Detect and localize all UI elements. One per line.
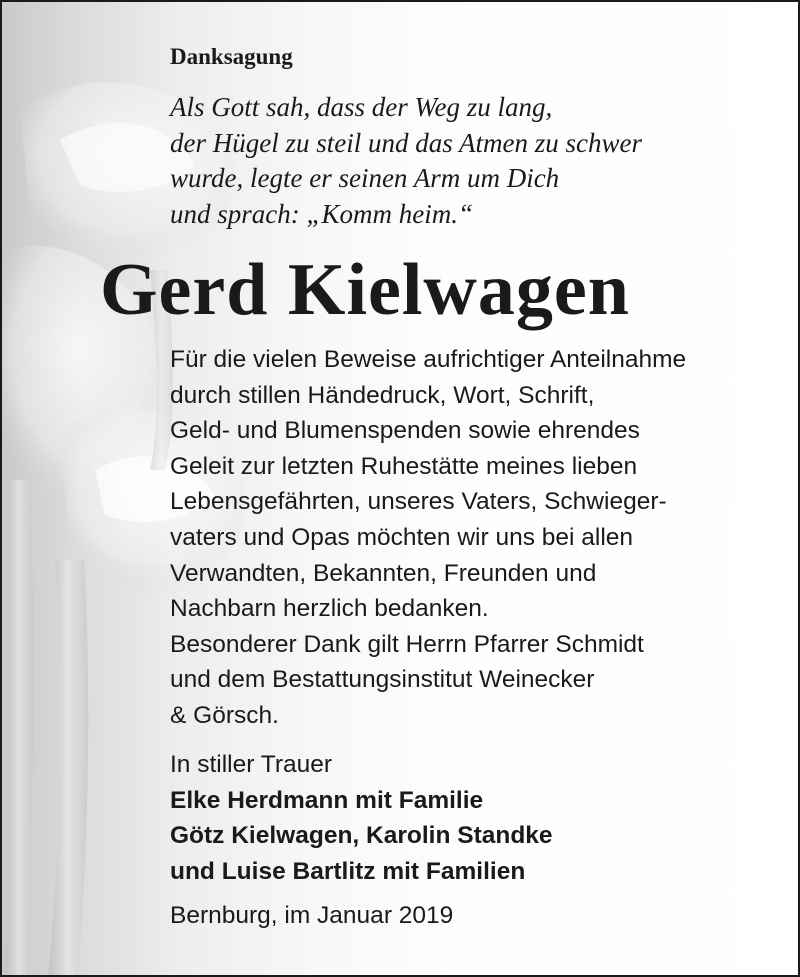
thanks-line: & Görsch. bbox=[170, 701, 279, 729]
heading: Danksagung bbox=[170, 44, 293, 69]
mourner-line: Götz Kielwagen, Karolin Standke bbox=[170, 822, 553, 850]
thanks-line: Geld- und Blumenspenden sowie ehrendes bbox=[170, 417, 640, 445]
deceased-name: Gerd Kielwagen bbox=[100, 249, 630, 331]
signature-block bbox=[170, 747, 790, 889]
mourning-line: In stiller Trauer bbox=[170, 751, 333, 778]
thanks-line: Verwandten, Bekannten, Freunden und bbox=[170, 559, 597, 587]
thanks-line: Lebensgefährten, unseres Vaters, Schwieger- bbox=[170, 488, 667, 516]
mourner-line: Elke Herdmann mit Familie bbox=[170, 786, 484, 814]
thanks-line: Geleit zur letzten Ruhestätte meines lieben bbox=[170, 452, 638, 480]
thanks-line: Für die vielen Beweise aufrichtiger Anteilnahme bbox=[170, 346, 687, 373]
poem bbox=[170, 90, 790, 232]
thanks-line: Nachbarn herzlich bedanken. bbox=[170, 595, 489, 623]
poem-line: wurde, legte er seinen Arm um Dich bbox=[170, 163, 560, 193]
thanks-line: durch stillen Händedruck, Wort, Schrift, bbox=[170, 381, 595, 409]
place-date: Bernburg, im Januar 2019 bbox=[170, 902, 454, 929]
thanks-line: und dem Bestattungsinstitut Weinecker bbox=[170, 666, 595, 694]
thanks-line: vaters und Opas möchten wir uns bei allen bbox=[170, 523, 634, 551]
thanks-line: Besonderer Dank gilt Herrn Pfarrer Schmidt bbox=[170, 630, 644, 658]
poem-line: Als Gott sah, dass der Weg zu lang, bbox=[170, 92, 553, 122]
poem-line: der Hügel zu steil und das Atmen zu schwer bbox=[170, 127, 642, 158]
thanks-text bbox=[170, 342, 790, 734]
mourner-line: und Luise Bartlitz mit Familien bbox=[170, 857, 526, 885]
poem-line: und sprach: „Komm heim.“ bbox=[170, 198, 474, 229]
